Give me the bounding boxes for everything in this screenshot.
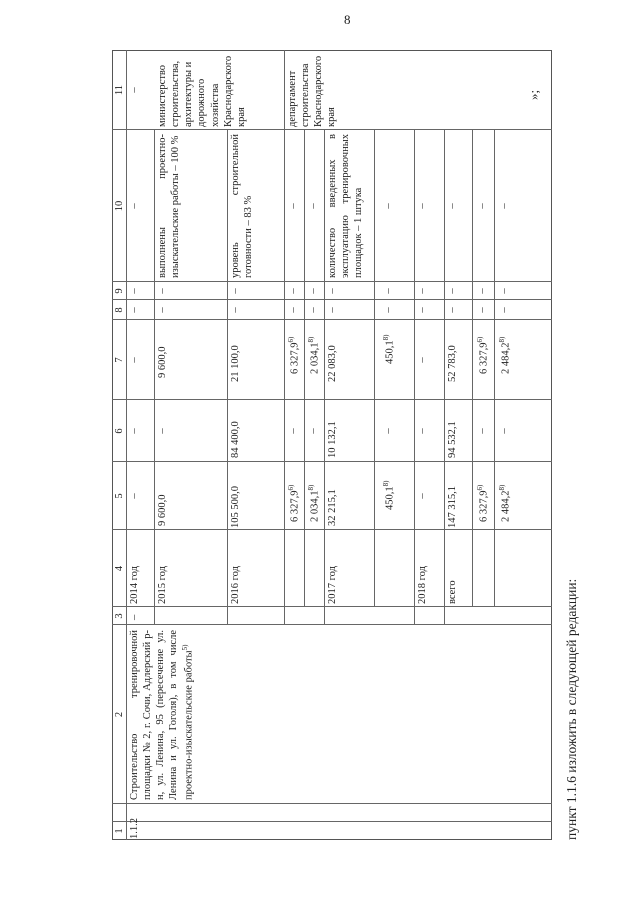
- header-col-5: 5: [114, 493, 125, 499]
- header-col-4: 4: [114, 565, 125, 572]
- value-cell: –: [308, 428, 319, 434]
- value-cell: 9 600,0: [157, 494, 168, 526]
- header-col-11: 11: [114, 84, 125, 96]
- value-cell: –: [417, 288, 428, 294]
- value-cell: –: [447, 288, 458, 294]
- value-cell: 22 083,0: [327, 345, 338, 382]
- value-cell: –: [157, 428, 168, 434]
- col-3-dash: –: [129, 614, 140, 620]
- value-cell: –: [417, 428, 428, 434]
- header-col-8: 8: [114, 307, 125, 313]
- value-cell: 2 484,2$^{8)}$: [498, 336, 512, 374]
- value-cell: –: [447, 307, 458, 313]
- value-cell: –: [327, 307, 338, 313]
- value-cell: 6 327,9$^{6)}$: [476, 484, 490, 522]
- value-cell: 21 100,0: [230, 345, 241, 382]
- header-col-2: 2: [114, 711, 125, 718]
- value-cell: –: [383, 428, 394, 434]
- value-cell: –: [129, 357, 140, 363]
- year-label: 2015 год: [157, 566, 168, 604]
- value-cell: –: [477, 428, 488, 434]
- rotated-frame: [112, 50, 579, 840]
- result-cell: уровень строительной готовности – 83 %: [230, 134, 255, 278]
- rotated-sheet: [112, 50, 579, 840]
- header-col-6: 6: [114, 428, 125, 434]
- value-cell: 52 783,0: [447, 345, 458, 382]
- col-11-dash: –: [129, 87, 140, 93]
- value-cell: 105 500,0: [230, 486, 241, 528]
- row-title: Строительство тренировочной площадки № 2, г. Сочи, Адлерский р-н, ул. Ленина, 95 (пересечение ул. Ленина и ул. Гоголя), в том числе проектно-изыскательские работы$^{5)}$: [129, 630, 194, 800]
- value-cell: –: [327, 288, 338, 294]
- header-col-3: 3: [114, 613, 125, 619]
- value-cell: 147 315,1: [447, 486, 458, 528]
- result-cell: –: [499, 203, 510, 209]
- value-cell: –: [230, 288, 241, 294]
- value-cell: –: [417, 307, 428, 313]
- ministry-cell: министерство строительства, архитектуры и дорожного хозяйства Краснодарского края: [157, 55, 247, 127]
- result-cell: –: [447, 203, 458, 209]
- value-cell: –: [308, 288, 319, 294]
- value-cell: –: [499, 428, 510, 434]
- value-cell: –: [288, 288, 299, 294]
- amendment-text: пункт 1.1.6 изложить в следующей редакции:: [564, 578, 579, 840]
- value-cell: –: [477, 288, 488, 294]
- value-cell: –: [499, 288, 510, 294]
- year-label: 2018 год: [417, 566, 428, 604]
- value-cell: –: [288, 428, 299, 434]
- value-cell: –: [383, 288, 394, 294]
- department-cell: департамент строительства Краснодарского края: [287, 55, 338, 127]
- result-cell: выполнены проектно-изыскательские работы – 100 %: [157, 134, 182, 278]
- header-col-9: 9: [114, 288, 125, 294]
- value-cell: 2 034,1$^{8)}$: [307, 484, 321, 522]
- value-cell: 2 484,2$^{8)}$: [498, 484, 512, 522]
- value-cell: 6 327,9$^{6)}$: [287, 336, 301, 374]
- result-cell: –: [383, 203, 394, 209]
- value-cell: 9 600,0: [157, 346, 168, 378]
- closing-quote: »;: [526, 89, 541, 100]
- result-cell: –: [288, 203, 299, 209]
- year-label: 2016 год: [230, 566, 241, 604]
- year-label: всего: [447, 580, 458, 604]
- value-cell: 2 034,1$^{8)}$: [307, 336, 321, 374]
- result-cell: –: [129, 203, 140, 209]
- value-cell: 6 327,9$^{6)}$: [287, 484, 301, 522]
- value-cell: 32 215,1: [327, 489, 338, 526]
- value-cell: –: [157, 288, 168, 294]
- value-cell: –: [499, 307, 510, 313]
- value-cell: –: [129, 428, 140, 434]
- value-cell: 84 400,0: [230, 421, 241, 458]
- year-label: 2017 год: [327, 566, 338, 604]
- value-cell: –: [157, 307, 168, 313]
- value-cell: –: [417, 493, 428, 499]
- row-number: 1.1.2: [129, 818, 140, 839]
- value-cell: –: [129, 307, 140, 313]
- page-number: 8: [344, 12, 351, 27]
- value-cell: 10 132,1: [327, 421, 338, 458]
- header-col-1: 1: [114, 828, 125, 834]
- value-cell: –: [417, 357, 428, 363]
- value-cell: –: [129, 288, 140, 294]
- value-cell: –: [288, 307, 299, 313]
- value-cell: 450,1$^{8)}$: [382, 480, 396, 510]
- value-cell: 94 532,1: [447, 421, 458, 458]
- value-cell: –: [383, 307, 394, 313]
- value-cell: –: [230, 307, 241, 313]
- header-col-10: 10: [114, 200, 125, 212]
- result-cell: количество введенных в эксплуатацию тренировочных площадок – 1 штука: [327, 134, 365, 278]
- result-cell: –: [417, 203, 428, 209]
- value-cell: 6 327,9$^{6)}$: [476, 336, 490, 374]
- result-cell: –: [477, 203, 488, 209]
- value-cell: –: [308, 307, 319, 313]
- result-cell: –: [308, 203, 319, 209]
- value-cell: –: [477, 307, 488, 313]
- value-cell: 450,1$^{8)}$: [382, 334, 396, 364]
- year-label: 2014 год: [129, 566, 140, 604]
- value-cell: –: [129, 493, 140, 499]
- header-col-7: 7: [114, 357, 125, 363]
